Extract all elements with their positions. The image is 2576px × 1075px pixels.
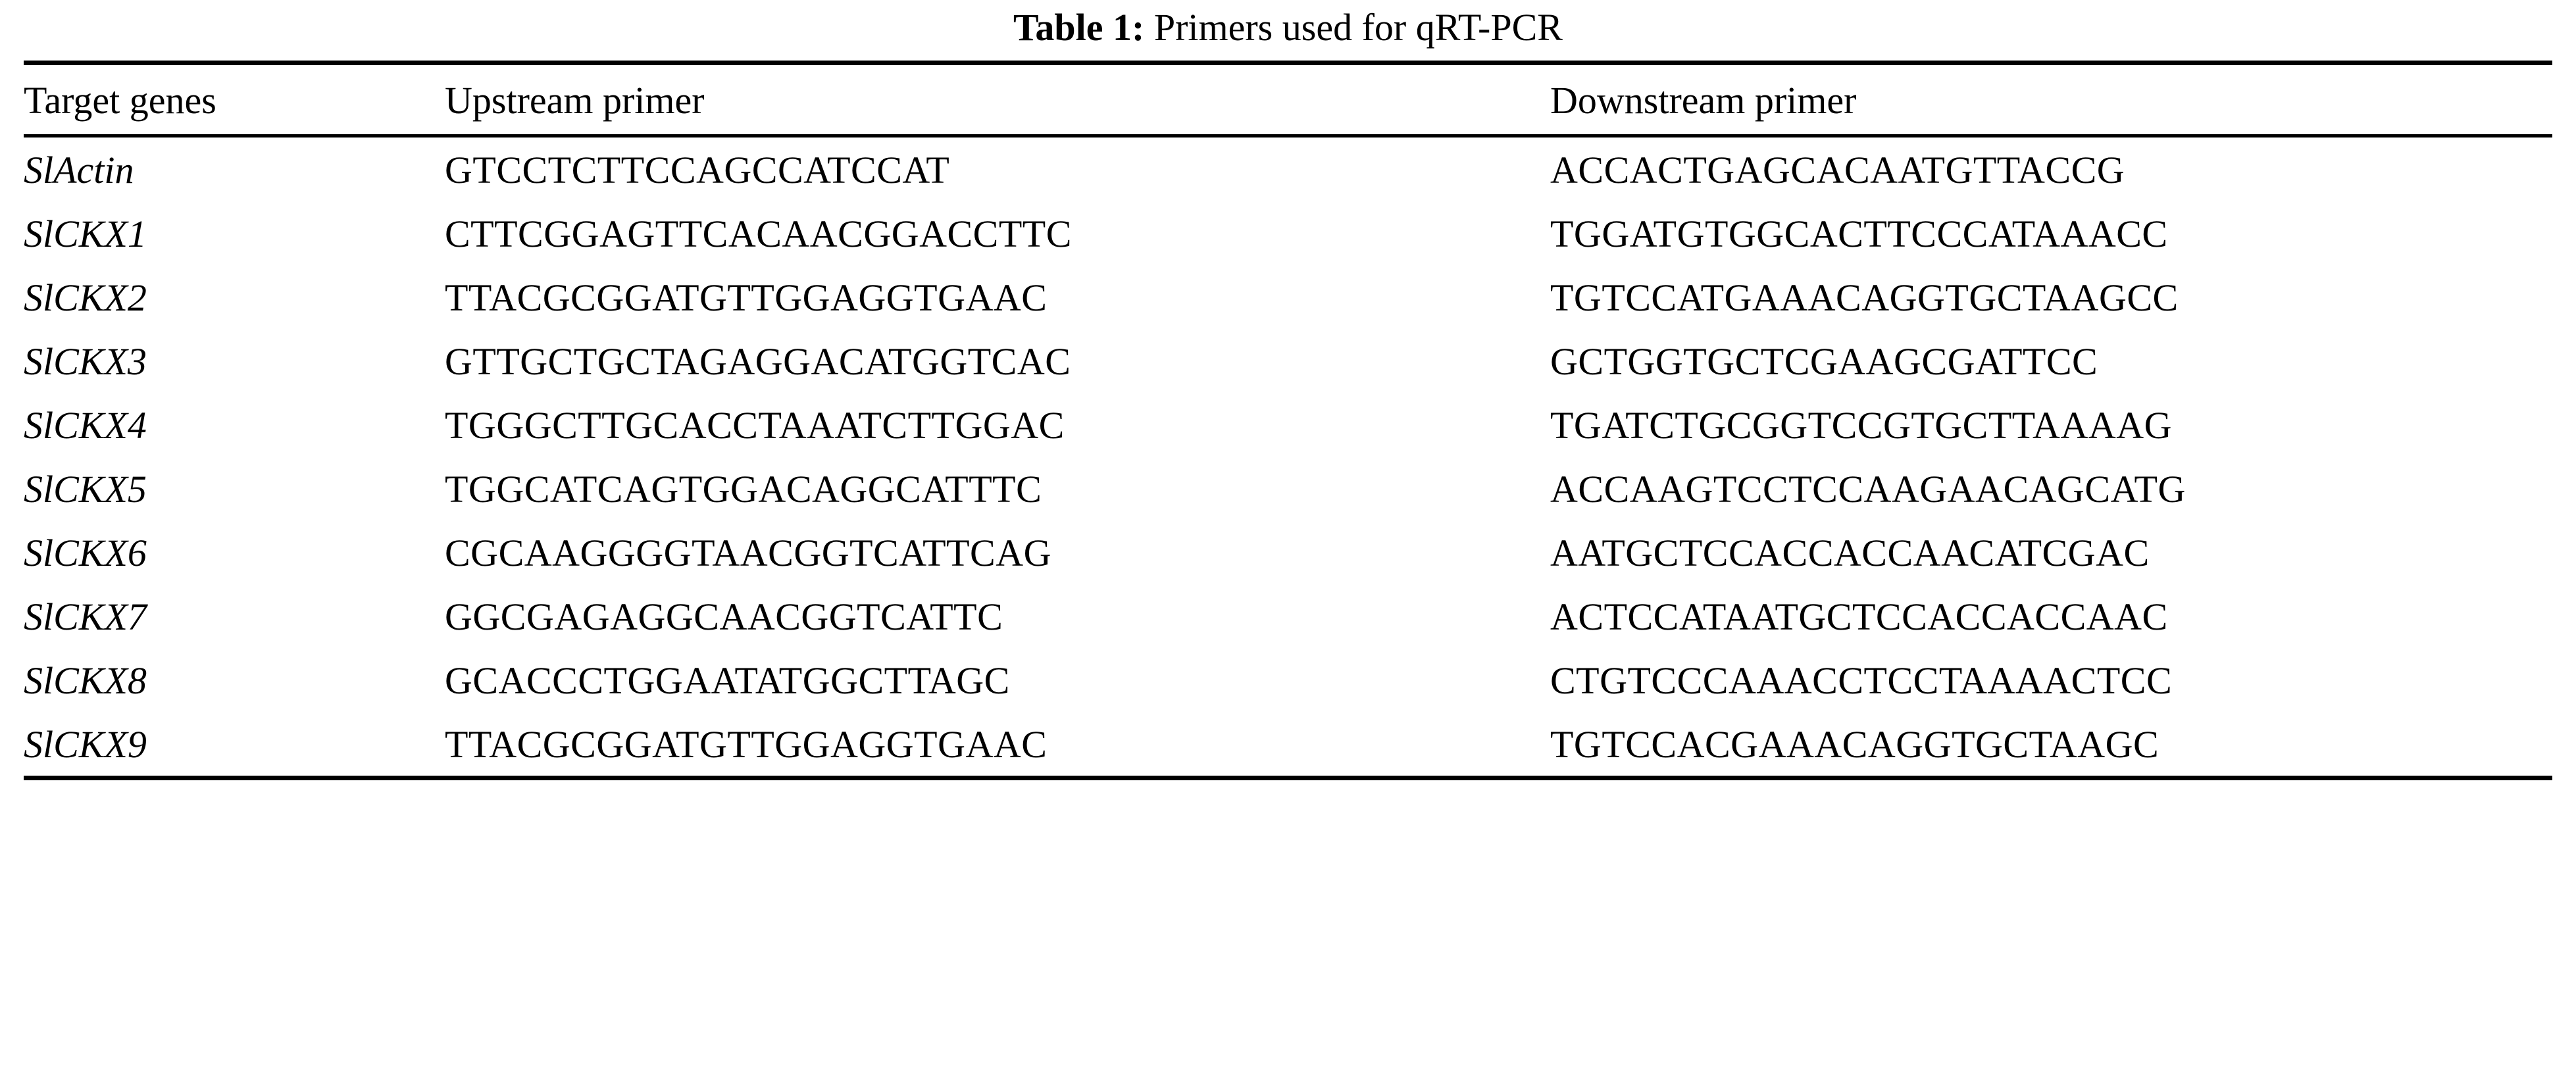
cell-downstream: TGATCTGCGGTCCGTGCTTAAAAG (1550, 403, 2172, 447)
table-caption-text: Primers used for qRT-PCR (1153, 6, 1563, 49)
table-row (24, 136, 2552, 201)
cell-downstream: ACCACTGAGCACAATGTTACCG (1550, 148, 2125, 191)
cell-upstream: TGGGCTTGCACCTAAATCTTGGAC (445, 403, 1065, 447)
table-row (24, 584, 2552, 648)
cell-upstream: TGGCATCAGTGGACAGGCATTTC (445, 467, 1042, 511)
cell-gene: SlActin (24, 148, 134, 191)
cell-downstream: GCTGGTGCTCGAAGCGATTCC (1550, 339, 2098, 383)
table-header-row (24, 63, 2552, 136)
cell-upstream: TTACGCGGATGTTGGAGGTGAAC (445, 722, 1048, 766)
column-header-downstream-primer: Downstream primer (1550, 78, 1857, 122)
table-caption (24, 0, 2552, 61)
cell-upstream: CTTCGGAGTTCACAACGGACCTTC (445, 212, 1072, 255)
table-row (24, 520, 2552, 584)
cell-gene: SlCKX5 (24, 467, 147, 511)
column-header-upstream-primer: Upstream primer (445, 78, 705, 122)
cell-downstream: TGTCCATGAAACAGGTGCTAAGCC (1550, 276, 2179, 319)
cell-upstream: GCACCCTGGAATATGGCTTAGC (445, 659, 1010, 702)
cell-gene: SlCKX7 (24, 595, 147, 638)
table-row (24, 393, 2552, 457)
cell-gene: SlCKX3 (24, 339, 147, 383)
table-caption-label: Table 1: (1013, 6, 1145, 49)
table-row (24, 329, 2552, 393)
table-row (24, 265, 2552, 329)
cell-gene: SlCKX2 (24, 276, 147, 319)
cell-gene: SlCKX4 (24, 403, 147, 447)
cell-upstream: GTTGCTGCTAGAGGACATGGTCAC (445, 339, 1071, 383)
cell-upstream: TTACGCGGATGTTGGAGGTGAAC (445, 276, 1048, 319)
cell-gene: SlCKX9 (24, 722, 147, 766)
cell-downstream: TGTCCACGAAACAGGTGCTAAGC (1550, 722, 2159, 766)
cell-downstream: ACTCCATAATGCTCCACCACCAAC (1550, 595, 2168, 638)
column-header-target-genes: Target genes (24, 78, 216, 122)
table-row (24, 648, 2552, 712)
cell-gene: SlCKX1 (24, 212, 147, 255)
primers-table (24, 61, 2552, 780)
table-row (24, 712, 2552, 778)
cell-downstream: CTGTCCCAAACCTCCTAAAACTCC (1550, 659, 2173, 702)
cell-gene: SlCKX6 (24, 531, 147, 574)
cell-downstream: ACCAAGTCCTCCAAGAACAGCATG (1550, 467, 2186, 511)
cell-upstream: CGCAAGGGGTAACGGTCATTCAG (445, 531, 1051, 574)
cell-gene: SlCKX8 (24, 659, 147, 702)
cell-downstream: AATGCTCCACCACCAACATCGAC (1550, 531, 2150, 574)
table-head (24, 63, 2552, 136)
cell-upstream: GGCGAGAGGCAACGGTCATTC (445, 595, 1003, 638)
table-row (24, 457, 2552, 520)
cell-downstream: TGGATGTGGCACTTCCCATAAACC (1550, 212, 2168, 255)
cell-upstream: GTCCTCTTCCAGCCATCCAT (445, 148, 950, 191)
table-row (24, 201, 2552, 265)
table-body (24, 136, 2552, 778)
